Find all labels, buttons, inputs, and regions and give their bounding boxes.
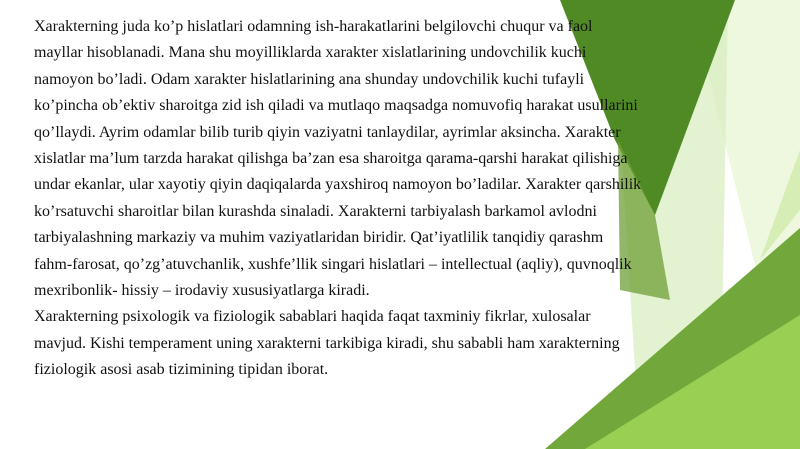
- text-line: Xarakterning psixologik va fiziologik sabablari haqida faqat taxminiy fikrlar, xulosalar: [34, 308, 591, 326]
- text-line: mayllar hisoblanadi. Mana shu moyilliklarda xarakter xislatlarining undovchilik kuchi: [34, 44, 587, 62]
- text-line: tarbiyalashning markaziy va muhim vaziyatlaridan biridir. Qat’iyatlilik tanqidiy qarashm: [34, 229, 604, 247]
- text-line: Xarakterning juda ko’p hislatlari odamning ish-harakatlarini belgilovchi chuqur va faol: [34, 18, 593, 35]
- slide-text: [34, 14, 694, 384]
- text-line: undar ekanlar, ular xayotiy qiyin daqiqalarda yaxshiroq namoyon bo’ladilar. Xarakter qarshilik: [34, 176, 642, 194]
- text-line: namoyon bo’ladi. Odam xarakter hislatlarining ana shunday undovchilik kuchi tufayli: [34, 70, 585, 88]
- paragraph-2: [34, 304, 694, 383]
- text-line: mexribonlik- hissiy – irodaviy xususiyatlarga kiradi.: [34, 282, 370, 300]
- text-line: ko’rsatuvchi sharoitlar bilan kurashda sinaladi. Xarakterni tarbiyalash barkamol avlodni: [34, 202, 597, 220]
- text-line: ko’pincha ob’ektiv sharoitga zid ish qiladi va mutlaqo maqsadga nomuvofiq harakat usullarini: [34, 97, 638, 115]
- text-line: fahm-farosat, qo’zg’atuvchanlik, xushfe’llik singari hislatlari – intellectual (aqliy), quvnoqlik: [34, 255, 632, 273]
- text-line: mavjud. Kishi temperament uning xarakterni tarkibiga kiradi, shu sababli ham xarakterning: [34, 334, 620, 352]
- paragraph-1: [34, 14, 694, 304]
- text-line: xislatlar ma’lum tarzda harakat qilishga ba’zan esa sharoitga qarama-qarshi harakat qilishiga: [34, 150, 628, 168]
- text-line: fiziologik asosi asab tizimining tipidan iborat.: [34, 361, 329, 379]
- text-line: qo’llaydi. Ayrim odamlar bilib turib qiyin vaziyatni tanlaydilar, ayrimlar aksincha. Xarakter: [34, 123, 621, 141]
